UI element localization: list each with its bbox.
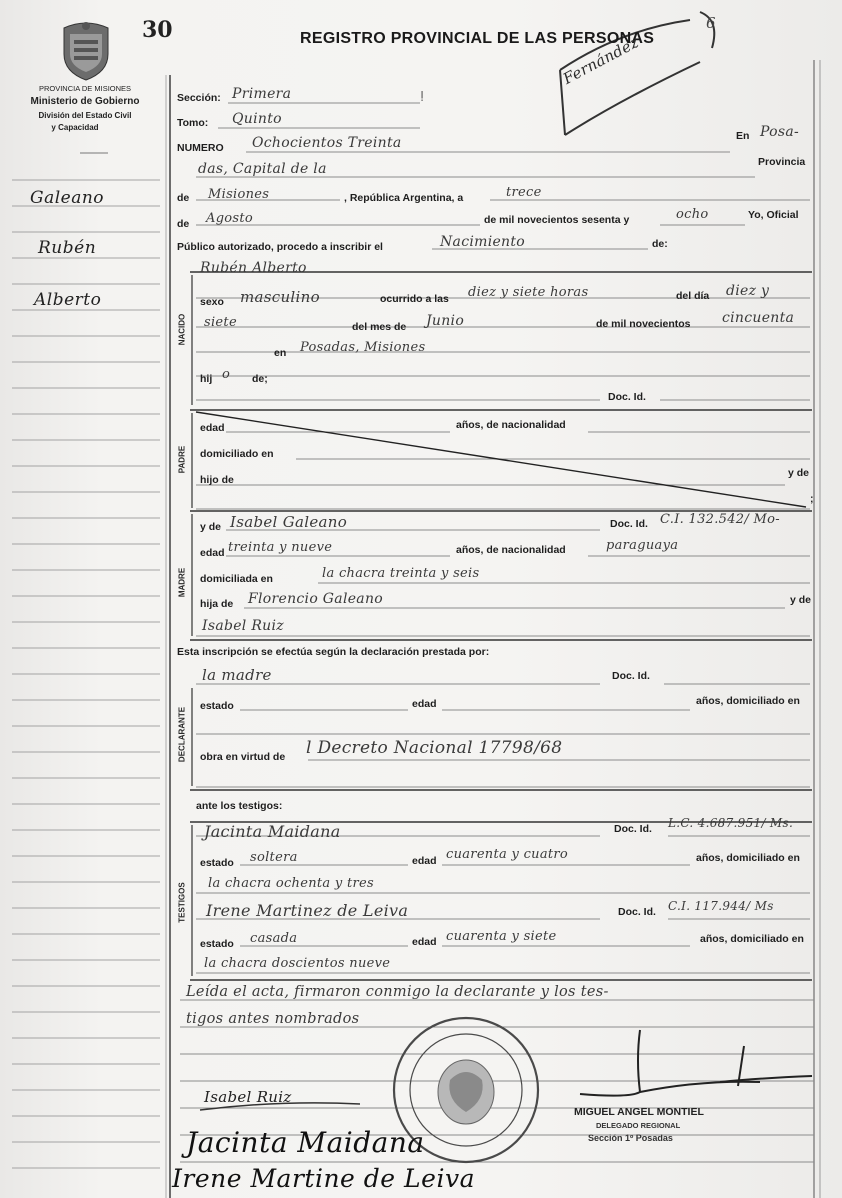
margin-mark: 6 bbox=[706, 14, 716, 32]
label-yo-oficial: Yo, Oficial bbox=[748, 209, 799, 221]
label-madre-domiciliada: domiciliada en bbox=[200, 573, 273, 585]
field-dia-nac-1: diez y bbox=[726, 283, 770, 299]
field-madre-nombre: Isabel Galeano bbox=[230, 513, 348, 531]
margin-middle-name: Alberto bbox=[34, 290, 102, 310]
field-provincia: Misiones bbox=[208, 187, 270, 202]
label-sexo: sexo bbox=[200, 296, 224, 308]
label-declarante-doc-id: Doc. Id. bbox=[612, 670, 650, 682]
left-header-province: PROVINCIA DE MISIONES bbox=[38, 84, 132, 93]
side-label-testigos: TESTIGOS bbox=[177, 882, 187, 923]
left-header-capacity: y Capacidad bbox=[51, 123, 99, 132]
label-doc-id-nacido: Doc. Id. bbox=[608, 391, 646, 403]
label-testigo2-domiciliado: años, domiciliado en bbox=[700, 933, 804, 945]
label-en: En bbox=[736, 130, 750, 142]
field-madre-padre: Florencio Galeano bbox=[248, 591, 383, 607]
closing-line-2: tigos antes nombrados bbox=[186, 1011, 360, 1027]
field-testigo1-nombre: Jacinta Maidana bbox=[204, 822, 341, 841]
field-testigo2-domicilio: la chacra doscientos nueve bbox=[204, 956, 391, 971]
left-header-ministry: Ministerio de Gobierno bbox=[30, 96, 140, 107]
field-testigo1-edad: cuarenta y cuatro bbox=[446, 847, 569, 862]
side-label-madre: MADRE bbox=[177, 567, 187, 598]
label-declarante-domiciliado: años, domiciliado en bbox=[696, 695, 800, 707]
label-mil-sesenta: de mil novecientos sesenta y bbox=[484, 214, 630, 226]
field-testigo2-nombre: Irene Martinez de Leiva bbox=[206, 901, 409, 920]
label-madre-edad: edad bbox=[200, 547, 225, 559]
field-testigo1-domicilio: la chacra ochenta y tres bbox=[208, 876, 374, 891]
label-del-dia: del día bbox=[676, 290, 710, 302]
label-republica: , República Argentina, a bbox=[344, 192, 464, 204]
field-ano-nac: cincuenta bbox=[722, 310, 795, 326]
field-dia: trece bbox=[506, 185, 542, 200]
field-madre-domicilio: la chacra treinta y seis bbox=[322, 566, 480, 581]
label-testigo1-domiciliado: años, domiciliado en bbox=[696, 852, 800, 864]
field-en-lugar-1: Posa- bbox=[760, 124, 800, 140]
field-testigo1-estado: soltera bbox=[250, 850, 298, 865]
label-declarante-estado: estado bbox=[200, 700, 234, 712]
label-madre-nacionalidad: años, de nacionalidad bbox=[456, 544, 566, 556]
side-label-declarante: DECLARANTE bbox=[177, 706, 187, 763]
margin-first-name: Rubén bbox=[38, 238, 97, 258]
field-numero: Ochocientos Treinta bbox=[252, 135, 402, 151]
field-seccion: Primera bbox=[232, 86, 292, 102]
field-ano: ocho bbox=[676, 207, 709, 222]
label-testigo2-edad: edad bbox=[412, 936, 437, 948]
official-signature-icon bbox=[580, 1030, 812, 1096]
closing-line-1: Leída el acta, firmaron conmigo la declarante y los tes- bbox=[186, 984, 609, 1000]
label-tomo: Tomo: bbox=[177, 117, 209, 129]
signature-testigo-1: Jacinta Maidana bbox=[186, 1126, 425, 1159]
side-label-nacido: NACIDO bbox=[177, 313, 187, 346]
field-testigo1-doc: L.C. 4.687.951/ Ms. bbox=[668, 816, 794, 830]
official-name: MIGUEL ANGEL MONTIEL bbox=[574, 1106, 704, 1118]
label-publico: Público autorizado, procedo a inscribir el bbox=[177, 241, 383, 253]
ink-smudge: ⵑ bbox=[420, 88, 425, 104]
label-obra: obra en virtud de bbox=[200, 751, 286, 763]
field-madre-madre: Isabel Ruiz bbox=[202, 618, 284, 634]
label-padre-edad: edad bbox=[200, 422, 225, 434]
field-dia-nac-2: siete bbox=[204, 315, 237, 330]
label-esta-inscripcion: Esta inscripción se efectúa según la declaración prestada por: bbox=[177, 646, 490, 658]
label-seccion: Sección: bbox=[177, 92, 221, 104]
label-padre-hijo-de: hijo de bbox=[200, 474, 234, 486]
field-testigo2-edad: cuarenta y siete bbox=[446, 929, 557, 944]
field-lugar-nac: Posadas, Misiones bbox=[300, 340, 426, 355]
label-hij: hij bbox=[200, 373, 213, 385]
field-madre-nac: paraguaya bbox=[606, 538, 679, 553]
label-de: de bbox=[177, 192, 190, 204]
coat-of-arms-icon bbox=[64, 22, 108, 80]
field-nombre: Rubén Alberto bbox=[200, 260, 307, 276]
signature-declarante: Isabel Ruiz bbox=[204, 1088, 292, 1106]
official-office: Sección 1º Posadas bbox=[588, 1133, 673, 1143]
left-header-division: División del Estado Civil bbox=[38, 111, 132, 120]
field-acto: Nacimiento bbox=[440, 234, 526, 250]
label-ante-testigos: ante los testigos: bbox=[196, 800, 283, 812]
label-madre-y-de: y de bbox=[200, 521, 222, 533]
label-madre-hija-de: hija de bbox=[200, 598, 234, 610]
label-madre-y-de-2: y de bbox=[790, 594, 812, 606]
field-en-lugar-2: das, Capital de la bbox=[198, 161, 327, 177]
field-declarante: la madre bbox=[202, 666, 272, 684]
margin-surname: Galeano bbox=[30, 188, 105, 208]
label-de-semi: de; bbox=[252, 373, 268, 385]
label-testigo1-doc-id: Doc. Id. bbox=[614, 823, 652, 835]
label-testigo2-estado: estado bbox=[200, 938, 234, 950]
label-de-2: de bbox=[177, 218, 190, 230]
label-testigo1-edad: edad bbox=[412, 855, 437, 867]
field-decreto: l Decreto Nacional 17798/68 bbox=[306, 738, 563, 758]
label-padre-domiciliado: domiciliado en bbox=[200, 448, 274, 460]
label-en-2: en bbox=[274, 347, 287, 359]
field-madre-edad: treinta y nueve bbox=[228, 540, 333, 555]
left-column-rules bbox=[12, 180, 160, 1168]
label-declarante-edad: edad bbox=[412, 698, 437, 710]
page-title: REGISTRO PROVINCIAL DE LAS PERSONAS bbox=[300, 30, 655, 47]
field-mes: Agosto bbox=[206, 211, 254, 226]
official-role: DELEGADO REGIONAL bbox=[596, 1121, 681, 1130]
field-testigo2-estado: casada bbox=[250, 931, 298, 946]
top-stamp-text: Fernández bbox=[560, 33, 642, 88]
field-hij-suffix: o bbox=[222, 367, 231, 382]
field-mes-nac: Junio bbox=[426, 313, 465, 329]
signature-testigo-2: Irene Martine de Leiva bbox=[172, 1164, 475, 1193]
label-numero: NUMERO bbox=[177, 142, 224, 154]
label-madre-doc-id: Doc. Id. bbox=[610, 518, 648, 530]
label-padre-nacionalidad: años, de nacionalidad bbox=[456, 419, 566, 431]
label-mil-nov: de mil novecientos bbox=[596, 318, 691, 330]
label-testigo2-doc-id: Doc. Id. bbox=[618, 906, 656, 918]
page-number: 30 bbox=[142, 17, 173, 43]
label-testigo1-estado: estado bbox=[200, 857, 234, 869]
label-padre-semicolon: ; bbox=[810, 493, 814, 505]
label-ocurrido: ocurrido a las bbox=[380, 293, 449, 305]
label-provincia: Provincia bbox=[758, 156, 806, 168]
label-de-colon: de: bbox=[652, 238, 668, 250]
side-label-padre: PADRE bbox=[177, 445, 187, 474]
field-testigo2-doc: C.I. 117.944/ Ms bbox=[668, 899, 774, 913]
field-madre-doc: C.I. 132.542/ Mo- bbox=[660, 512, 780, 527]
label-padre-y-de: y de bbox=[788, 467, 810, 479]
field-hora: diez y siete horas bbox=[468, 285, 589, 300]
field-sexo: masculino bbox=[240, 288, 320, 306]
field-tomo: Quinto bbox=[232, 111, 282, 127]
label-del-mes: del mes de bbox=[352, 321, 407, 333]
